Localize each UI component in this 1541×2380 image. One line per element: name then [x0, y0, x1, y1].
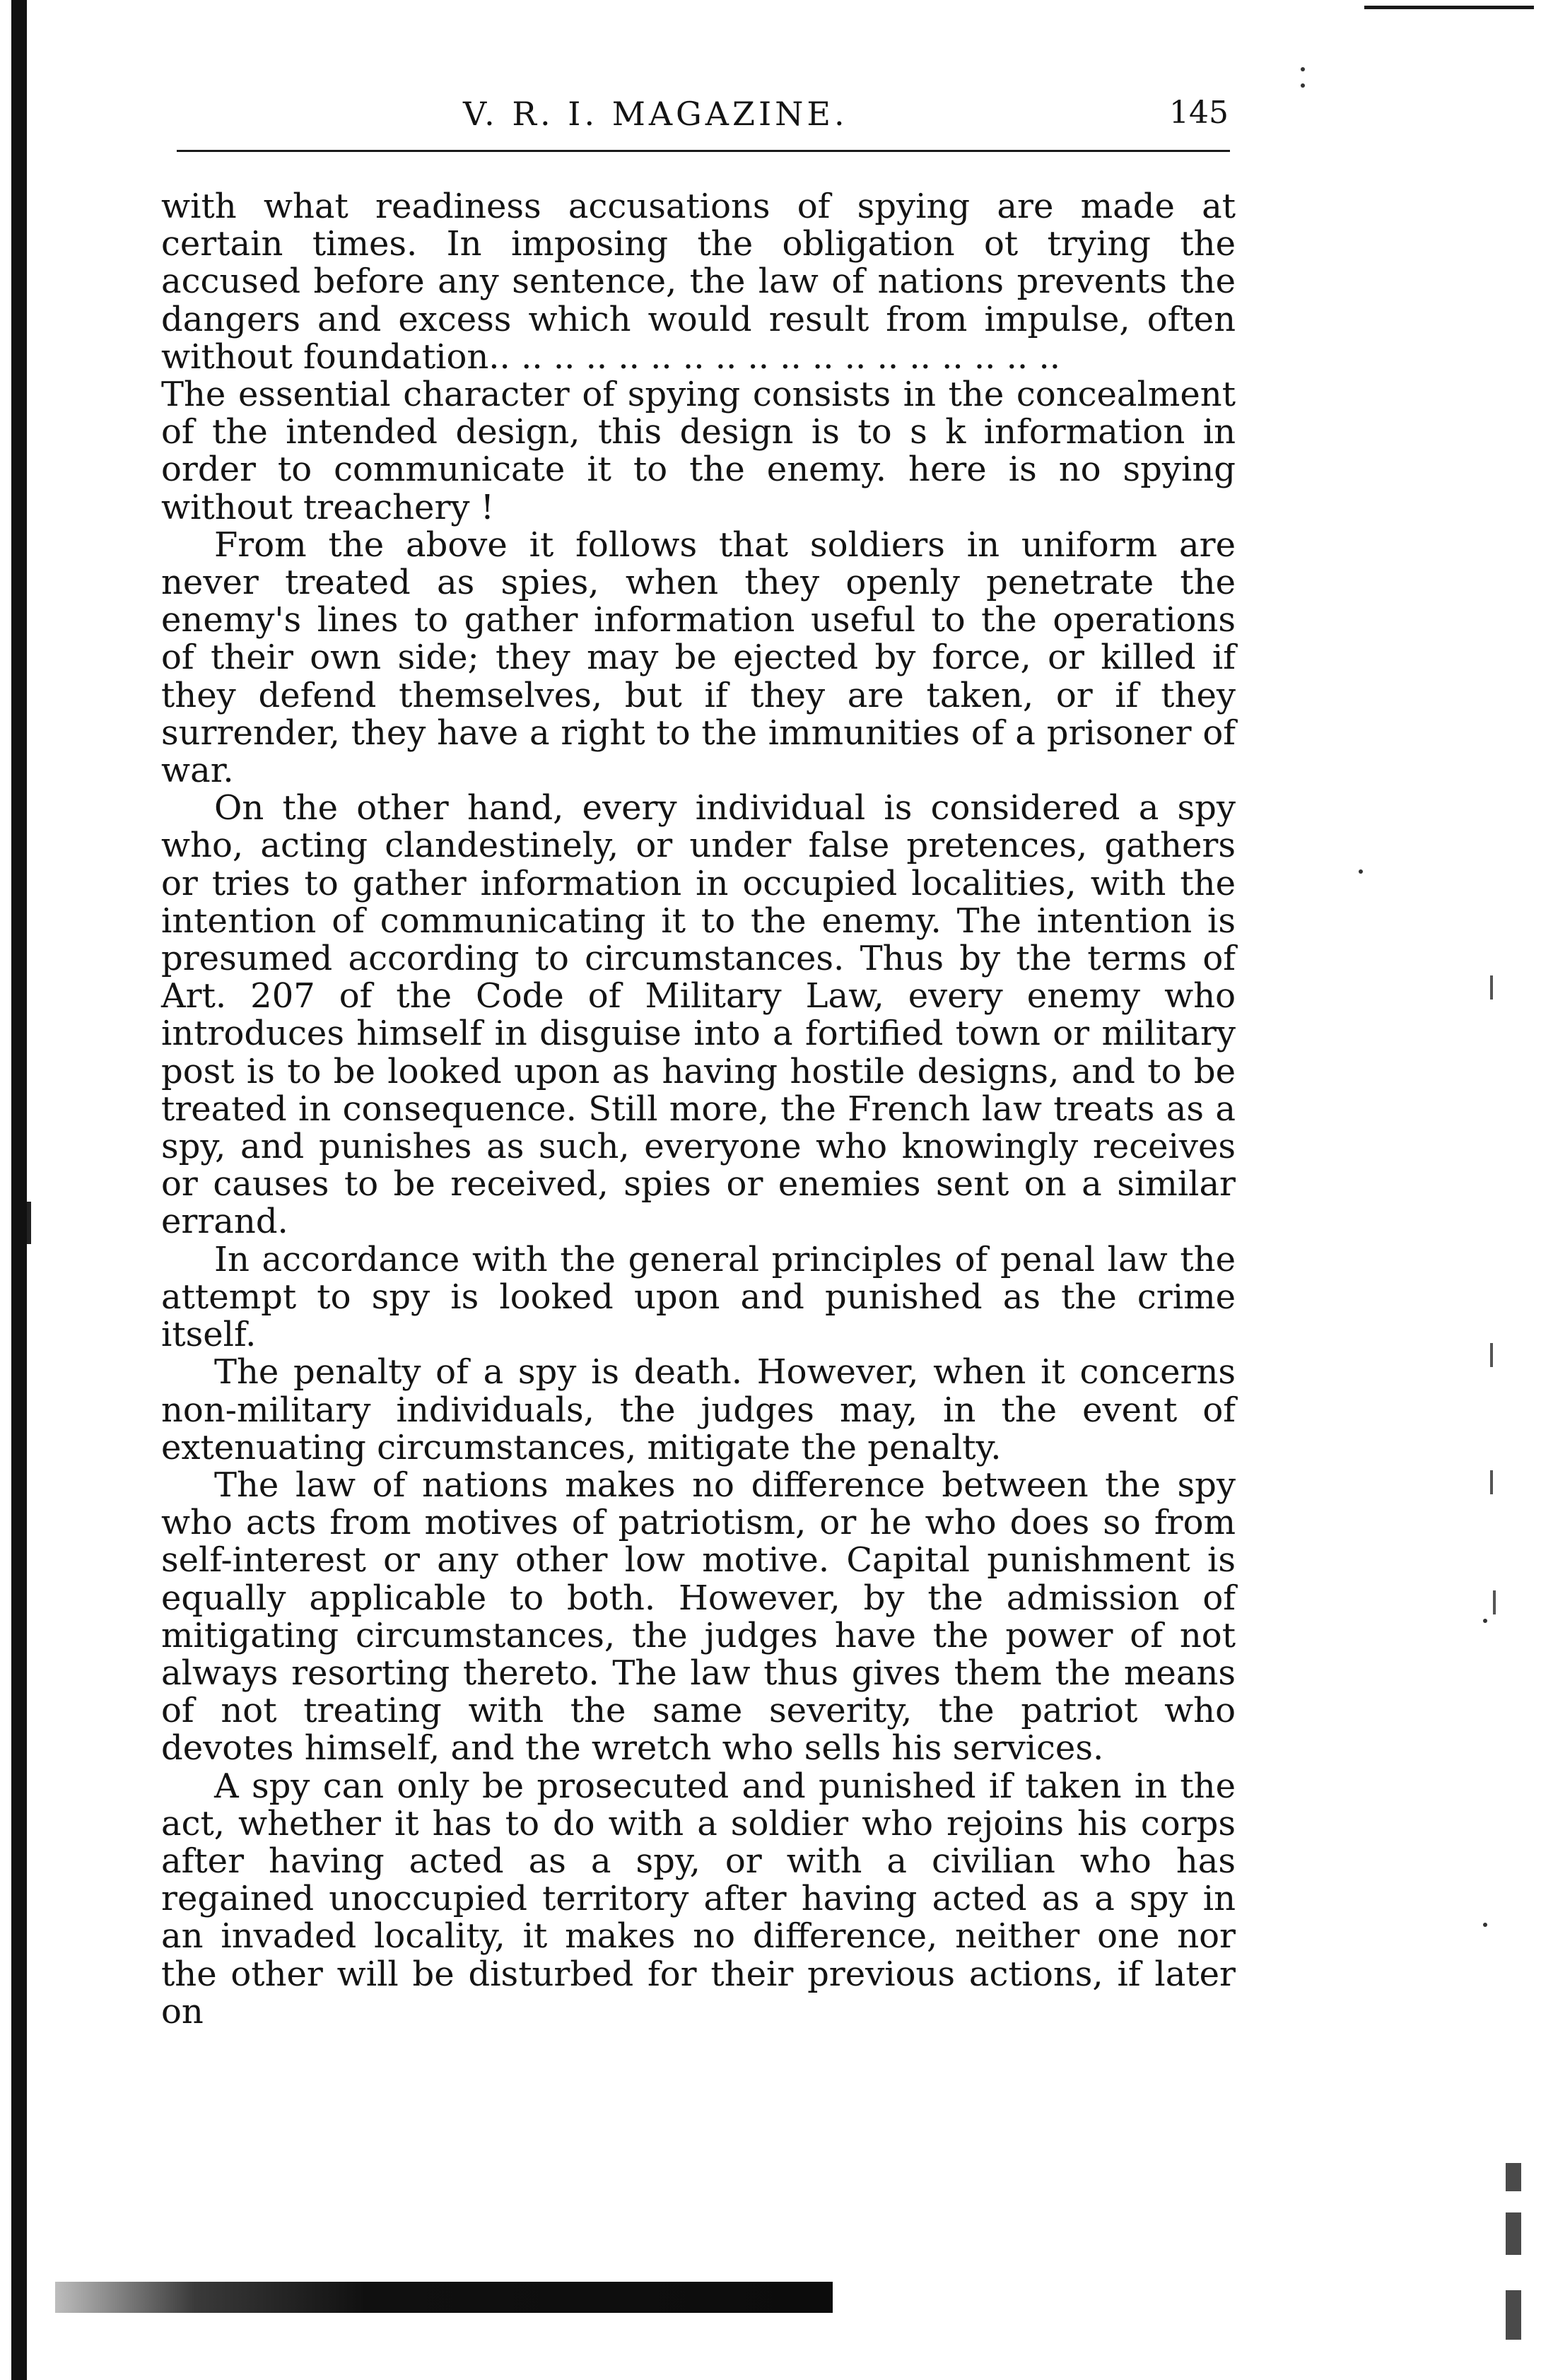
header-rule: [177, 150, 1230, 152]
paragraph: The penalty of a spy is death. However, when it concerns non-military individuals, the judges may, in the event of extenuating circumstances, mitigate the penalty.: [161, 1352, 1236, 1467]
body-text: [161, 188, 1236, 2031]
scan-edge-smudge: [1506, 2163, 1521, 2191]
paragraph: A spy can only be prosecuted and punished if taken in the act, whether it has to do with a soldier who rejoins his corps after having acted as a spy, or with a civilian who has regained unoccupied territory after having acted as a spy in an invaded locality, it makes no difference, neither one nor the other will be disturbed for their previous actions, if later on: [161, 1766, 1236, 2032]
paragraph: On the other hand, every individual is considered a spy who, acting clandestinely, or under false pretences, gathers or tries to gather information in occupied localities, with the intention of communicating it to the enemy. The intention is presumed according to circumstances. Thus by the terms of Art. 207 of the Code of Military Law, every enemy who introduces himself in disguise into a fortified town or military post is to be looked upon as having hostile designs, and to be treated in consequence. Still more, the French law treats as a spy, and punishes as such, everyone who knowingly receives or causes to be received, spies or enemies sent on a similar errand.: [161, 788, 1236, 1242]
margin-speck: [1490, 1470, 1493, 1494]
margin-speck: [1301, 83, 1305, 88]
margin-speck: [1359, 869, 1363, 874]
margin-speck: [1490, 1343, 1493, 1367]
page-header: [170, 90, 1237, 147]
scan-edge-smudge: [1506, 2212, 1521, 2255]
paragraph: The law of nations makes no difference between the spy who acts from motives of patriotism, or he who does so from self-interest or any other low motive. Capital punishment is equally applicable to both. However, by the admission of mitigating circumstances, the judges have the power of not always resorting thereto. The law thus gives them the means of not treating with the same severity, the patriot who devotes himself, and the wretch who sells his services.: [161, 1465, 1236, 1769]
scan-left-edge-bar: [11, 0, 27, 2380]
paragraph: From the above it follows that soldiers in uniform are never treated as spies, when they openly penetrate the enemy's lines to gather information useful to the operations of their own side; they may be ejected by force, or killed if they defend themselves, but if they are taken, or if they surrender, they have a right to the immunities of a prisoner of war.: [161, 524, 1236, 791]
scan-edge-mark: [27, 1202, 31, 1244]
scan-edge-smudge: [1506, 2290, 1521, 2340]
margin-speck: [1301, 67, 1305, 71]
paragraph: with what readiness accusations of spying are made at certain times. In imposing the obligation ot trying the accused before any sentence, the law of nations prevents the dangers and excess which would result from impulse, often without foundation.. .. .. .. .. .. .. .. .. .. .. .. .. .. .. .. .. ..: [161, 187, 1236, 377]
scan-top-rule: [1364, 6, 1534, 9]
margin-speck: [1493, 1590, 1496, 1614]
scan-bottom-bar: [55, 2282, 833, 2313]
paragraph: In accordance with the general principles of penal law the attempt to spy is looked upon and punished as the crime itself.: [161, 1239, 1236, 1355]
page-number: 145: [1169, 95, 1229, 131]
running-title: V. R. I. MAGAZINE.: [463, 95, 848, 133]
margin-speck: [1483, 1619, 1487, 1623]
paragraph: The essential character of spying consists in the concealment of the intended design, this design is to s k information in order to communicate it to the enemy. here is no spying without treachery !: [161, 375, 1236, 527]
margin-speck: [1490, 975, 1493, 1000]
margin-speck: [1483, 1923, 1487, 1927]
